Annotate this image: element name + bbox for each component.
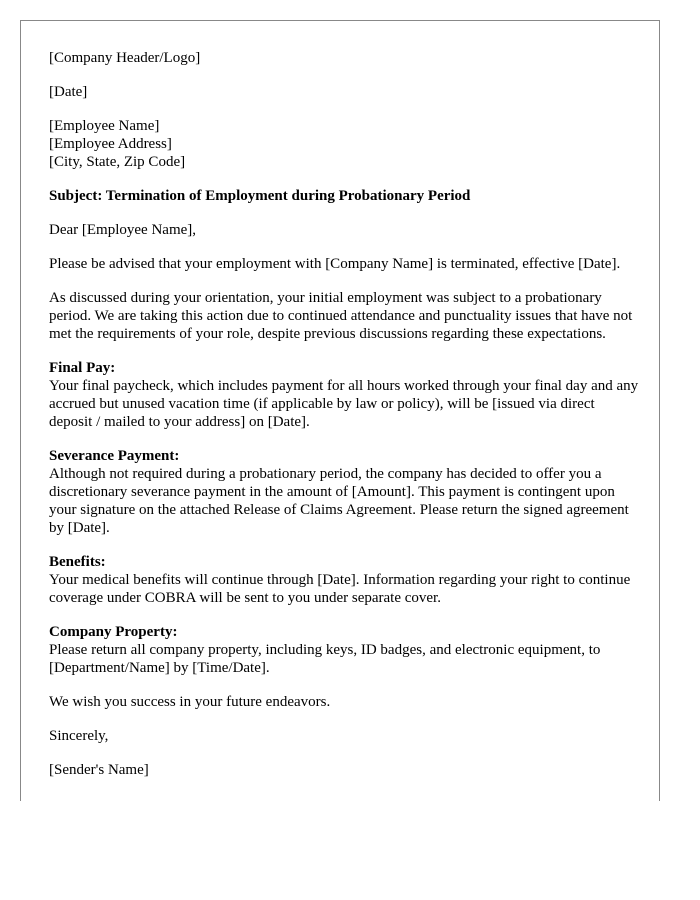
recipient-address: [Employee Address] <box>49 136 172 152</box>
signoff: Sincerely, <box>49 728 109 744</box>
letter-page <box>20 20 660 801</box>
letter-date: [Date] <box>49 84 88 100</box>
intro-paragraph: Please be advised that your employment with [Company Name] is terminated, effective [Date]. <box>49 256 621 272</box>
salutation: Dear [Employee Name], <box>49 222 197 238</box>
section-body: Your medical benefits will continue through [Date]. Information regarding your right to continue coverage under COBRA will be sent to you under separate cover. <box>49 572 631 606</box>
section-body: Please return all company property, including keys, ID badges, and electronic equipment, to [Department/Name] by [Time/Date]. <box>49 642 601 676</box>
recipient-name: [Employee Name] <box>49 118 160 134</box>
closing-wish: We wish you success in your future endeavors. <box>49 694 331 710</box>
reason-paragraph: As discussed during your orientation, your initial employment was subject to a probationary period. We are taking this action due to continued attendance and punctuality issues that have not met the requirements of your role, despite previous discussions regarding these expectations. <box>49 290 633 342</box>
company-header: [Company Header/Logo] <box>49 50 201 66</box>
section-benefits <box>49 553 639 607</box>
section-final-pay <box>49 359 639 431</box>
section-body: Your final paycheck, which includes payment for all hours worked through your final day and any accrued but unused vacation time (if applicable by law or policy), will be [issued via direct deposit / mailed to your address] on [Date]. <box>49 378 639 430</box>
section-heading: Company Property: <box>49 624 178 640</box>
recipient-block <box>49 117 639 171</box>
letter-body <box>49 49 639 795</box>
recipient-city: [City, State, Zip Code] <box>49 154 186 170</box>
signer-name: [Sender's Name] <box>49 762 149 778</box>
subject-line: Subject: Termination of Employment during Probationary Period <box>49 188 471 204</box>
section-body: Although not required during a probationary period, the company has decided to offer you a discretionary severance payment in the amount of [Amount]. This payment is contingent upon your signature on the attached Release of Claims Agreement. Please return the signed agreement by [Date]. <box>49 466 629 536</box>
section-heading: Severance Payment: <box>49 448 180 464</box>
section-company-property <box>49 623 639 677</box>
section-heading: Benefits: <box>49 554 106 570</box>
section-severance <box>49 447 639 537</box>
section-heading: Final Pay: <box>49 360 116 376</box>
